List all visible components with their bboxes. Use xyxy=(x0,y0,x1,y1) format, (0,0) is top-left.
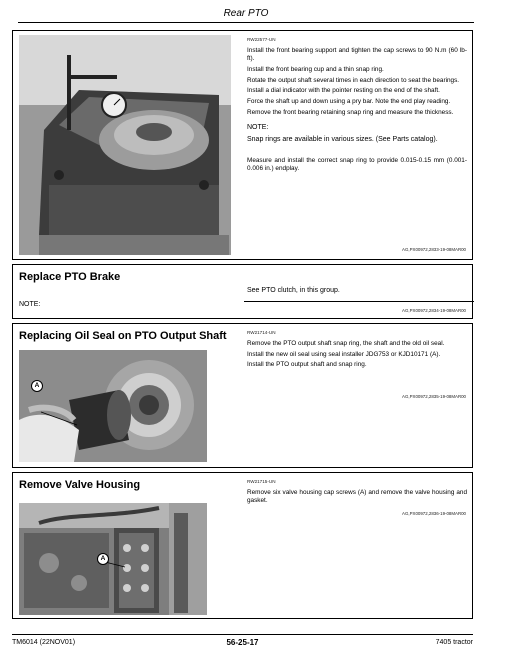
section-text: See PTO clutch, in this group. xyxy=(247,287,340,294)
valve-housing-illustration xyxy=(19,503,207,615)
figure-code: RW21715-UN xyxy=(247,479,276,484)
section4-instructions xyxy=(247,479,467,508)
note-label: NOTE: xyxy=(247,123,269,131)
valve-housing-photo xyxy=(19,503,207,615)
step-text: Install the PTO output shaft and snap ring. xyxy=(247,361,367,369)
section-title: Replacing Oil Seal on PTO Output Shaft xyxy=(19,330,227,342)
callout-a: A xyxy=(31,380,43,392)
callout-a: A xyxy=(97,553,109,565)
seal-installer-illustration xyxy=(19,350,207,462)
footer-page-number: 56-25-17 xyxy=(226,638,259,647)
page-header-title: Rear PTO xyxy=(223,8,269,19)
step-text: Remove six valve housing cap screws (A) and remove the valve housing and gasket. xyxy=(247,489,467,505)
seal-installer-photo xyxy=(19,350,207,462)
step-text: Install the front bearing cup and a thin snap ring. xyxy=(247,65,384,73)
measure-text: Measure and install the correct snap ring to provide 0.015-0.15 mm (0.001-0.006 in.) endplay. xyxy=(247,156,467,172)
step-text: Rotate the output shaft several times in each direction to seat the bearings. xyxy=(247,76,460,84)
section-replace-pto-brake xyxy=(12,264,473,319)
dial-indicator-illustration xyxy=(19,35,231,255)
step-text: Force the shaft up and down using a pry bar. Note the end play reading. xyxy=(247,98,451,106)
page-header xyxy=(18,8,474,23)
step-text: Install the new oil seal using seal installer JDG753 or KJD10171 (A). xyxy=(247,350,441,358)
reference-code: AG,PX00972,2836-19-08MAR00 xyxy=(402,511,466,516)
step-text: Remove the PTO output shaft snap ring, the shaft and the old oil seal. xyxy=(247,340,445,347)
section3-instructions xyxy=(247,330,467,372)
figure-code: RW21714-UN xyxy=(247,330,276,335)
section-remove-valve-housing xyxy=(12,472,473,619)
step-text: Remove the front bearing retaining snap ring and measure the thickness. xyxy=(247,108,454,116)
dial-indicator-photo xyxy=(19,35,231,255)
footer-manual-code: TM6014 (22NOV01) xyxy=(12,639,76,646)
figure-code: RW22577-UN xyxy=(247,37,276,42)
section-title: Replace PTO Brake xyxy=(19,271,121,283)
page-footer xyxy=(12,634,473,647)
reference-code: AG,PX00972,2833-19-08MAR00 xyxy=(402,247,466,252)
section-title: Remove Valve Housing xyxy=(19,479,141,491)
note-text: Snap rings are available in various sizes. (See Parts catalog). xyxy=(247,136,438,144)
reference-code: AG,PX00972,2834-19-08MAR00 xyxy=(402,308,466,313)
section1-instructions xyxy=(247,37,467,176)
note-label: NOTE: xyxy=(19,301,41,308)
section-replacing-oil-seal xyxy=(12,323,473,468)
reference-code: AG,PX00972,2835-19-08MAR00 xyxy=(402,394,466,399)
step-text: Install a dial indicator with the pointer resting on the end of the shaft. xyxy=(247,87,440,95)
footer-model: 7405 tractor xyxy=(435,639,473,646)
step-text: Install the front bearing support and tighten the cap screws to 90 N.m (60 lb-ft). xyxy=(247,47,467,63)
section-front-bearing xyxy=(12,30,473,260)
divider xyxy=(244,301,474,302)
